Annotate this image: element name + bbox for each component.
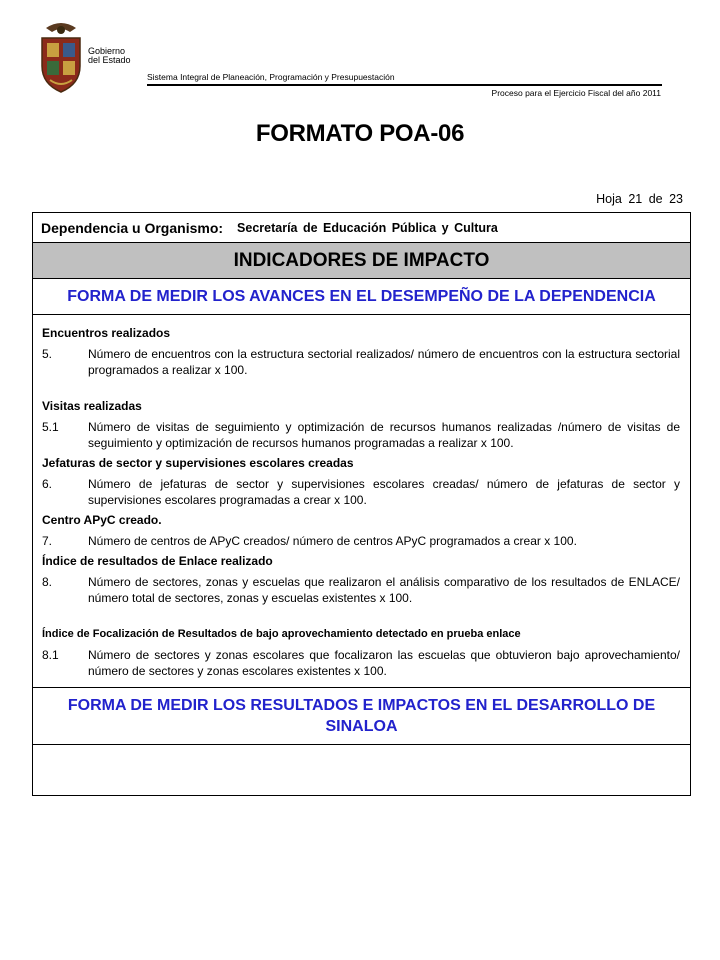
indicator-title: Índice de Focalización de Resultados de bajo aprovechamiento detectado en prueba enlace	[42, 628, 521, 640]
indicator-text: Número de jefaturas de sector y supervisiones escolares creadas/ número de jefaturas de sector y supervisiones escolares programadas a crear x 100.	[88, 477, 680, 507]
government-label: Gobierno del Estado	[88, 46, 131, 65]
indicator-block	[42, 512, 680, 549]
indicator-title: Índice de resultados de Enlace realizado	[42, 554, 273, 568]
indicator-block	[42, 398, 680, 451]
section-title: INDICADORES DE IMPACTO	[33, 243, 691, 279]
indicator-number: 7.	[42, 534, 53, 548]
fiscal-process-label: Proceso para el Ejercicio Fiscal del año 2011	[491, 88, 661, 98]
indicator-number: 8.	[42, 575, 53, 589]
indicator-block	[42, 626, 680, 679]
indicator-block	[42, 325, 680, 378]
poa-form-table	[32, 212, 691, 796]
dependency-label: Dependencia u Organismo:	[41, 219, 224, 236]
indicator-number: 6.	[42, 477, 53, 491]
advance-heading: FORMA DE MEDIR LOS AVANCES EN EL DESEMPEÑO DE LA DEPENDENCIA	[33, 279, 691, 315]
indicators-body	[33, 315, 691, 688]
indicator-title: Jefaturas de sector y supervisiones escolares creadas	[42, 456, 354, 470]
indicator-title: Visitas realizadas	[42, 399, 142, 413]
results-heading: FORMA DE MEDIR LOS RESULTADOS E IMPACTOS EN EL DESARROLLO DE SINALOA	[33, 688, 691, 745]
state-seal-logo	[36, 18, 86, 96]
system-name: Sistema Integral de Planeación, Programación y Presupuestación	[147, 72, 395, 82]
page-title: FORMATO POA-06	[255, 120, 465, 147]
indicator-block	[42, 553, 680, 606]
indicator-number: 5.	[42, 347, 53, 361]
indicator-number: 8.1	[42, 648, 59, 662]
header-divider	[147, 84, 662, 86]
dependency-value: Secretaría de Educación Pública y Cultura	[237, 220, 498, 235]
indicator-title: Centro APyC creado.	[42, 513, 162, 527]
dependency-row	[33, 213, 691, 243]
indicator-text: Número de encuentros con la estructura sectorial realizados/ número de encuentros con la estructura sectorial programados a realizar x 100.	[88, 347, 680, 377]
indicator-text: Número de sectores, zonas y escuelas que realizaron el análisis comparativo de los resultados de ENLACE/ número total de sectores, zonas y escuelas existentes x 100.	[88, 575, 680, 605]
indicator-block	[42, 455, 680, 508]
indicator-number: 5.1	[42, 420, 59, 434]
results-body	[33, 745, 691, 796]
indicator-text: Número de centros de APyC creados/ número de centros APyC programados a crear x 100.	[88, 534, 577, 548]
indicator-title: Encuentros realizados	[42, 326, 171, 340]
indicator-text: Número de sectores y zonas escolares que focalizaron las escuelas que obtuvieron bajo aprovechamiento/ número de sectores y zonas escolares existentes x 100.	[88, 648, 680, 678]
indicator-text: Número de visitas de seguimiento y optimización de recursos humanos realizadas /número de visitas de seguimiento y optimización de recursos humanos programadas a realizar x 100.	[88, 420, 680, 450]
page-counter: Hoja 21 de 23	[596, 192, 683, 206]
